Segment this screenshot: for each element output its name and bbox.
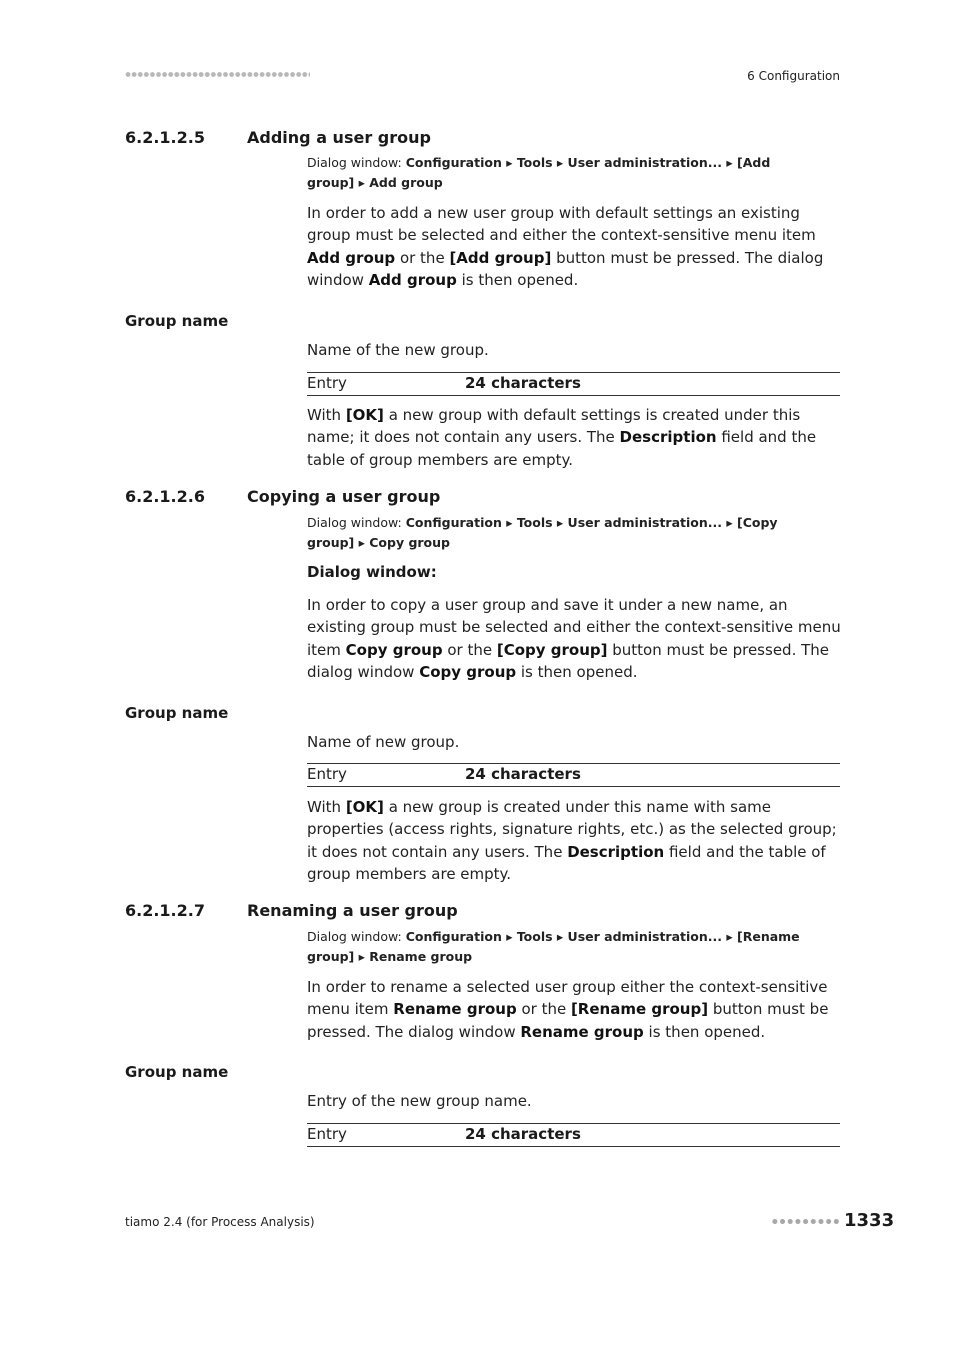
- bold-term: Rename group: [393, 1000, 517, 1019]
- bold-term: Description: [619, 428, 717, 447]
- dialog-path-menu-cont: group] ▸ Rename group: [307, 948, 473, 964]
- dialog-path-menu: Configuration ▸ Tools ▸ User administration... ▸ [Add: [405, 155, 771, 170]
- bold-term: [Add group]: [449, 248, 552, 267]
- dialog-path-menu: Configuration ▸ Tools ▸ User administration... ▸ [Copy: [405, 515, 778, 530]
- footer-product: tiamo 2.4 (for Process Analysis): [125, 1215, 315, 1229]
- field-label: Group name: [125, 1063, 229, 1081]
- intro-paragraph: In order to rename a selected user group either the context-sensitive menu item Rename group or the [Rename group] button must be pressed. The dialog window Rename group is then opened.: [307, 978, 829, 1041]
- section-number: 6.2.1.2.6: [125, 487, 205, 506]
- field-label: Group name: [125, 704, 229, 722]
- entry-value: 24 characters: [465, 765, 581, 783]
- dialog-path: [307, 153, 840, 192]
- entry-table: [307, 763, 840, 787]
- dialog-path-menu-cont: group] ▸ Copy group: [307, 534, 450, 550]
- bold-term: Add group: [307, 248, 396, 267]
- bold-term: [OK]: [345, 798, 384, 816]
- section-number: 6.2.1.2.5: [125, 128, 205, 147]
- bold-term: [Rename group]: [570, 1000, 709, 1019]
- dialog-path: [307, 927, 840, 966]
- dialog-path-menu: Configuration ▸ Tools ▸ User administration... ▸ [Rename: [405, 929, 800, 944]
- bold-term: Copy group: [345, 640, 443, 659]
- entry-table: [307, 1123, 840, 1147]
- entry-value: 24 characters: [465, 1125, 581, 1143]
- field-description: Name of new group.: [307, 733, 460, 751]
- bold-term: Rename group: [520, 1022, 644, 1041]
- field-description: Entry of the new group name.: [307, 1092, 532, 1110]
- field-label: Group name: [125, 312, 229, 330]
- result-paragraph: With [OK] a new group is created under this name with same properties (access rights, signature rights, etc.) as the selected group; it does not contain any users. The Description field and the table of group members are empty.: [307, 798, 837, 884]
- dialog-path: [307, 513, 840, 552]
- subheading: Dialog window:: [307, 563, 437, 581]
- intro-paragraph: In order to copy a user group and save it under a new name, an existing group must be selected and either the context-sensitive menu item Copy group or the [Copy group] button must be pressed. The dialog window Copy group is then opened.: [307, 596, 841, 682]
- dialog-path-prefix: Dialog window:: [307, 515, 406, 530]
- dialog-path-prefix: Dialog window:: [307, 155, 406, 170]
- section-title: Adding a user group: [247, 128, 431, 147]
- field-description: Name of the new group.: [307, 341, 489, 359]
- entry-key: Entry: [307, 1125, 347, 1143]
- page-number: 1333: [844, 1210, 895, 1231]
- entry-value: 24 characters: [465, 374, 581, 392]
- entry-table: [307, 372, 840, 396]
- section-title: Copying a user group: [247, 487, 441, 506]
- entry-key: Entry: [307, 374, 347, 392]
- section-number: 6.2.1.2.7: [125, 901, 205, 920]
- bold-term: [OK]: [345, 406, 384, 424]
- footer-dots-decoration: [771, 1217, 841, 1227]
- result-paragraph: With [OK] a new group with default settings is created under this name; it does not contain any users. The Description field and the table of group members are empty.: [307, 406, 817, 469]
- header-dots-decoration: [125, 70, 310, 80]
- bold-term: [Copy group]: [496, 640, 608, 659]
- running-header-chapter: 6 Configuration: [747, 69, 840, 83]
- entry-key: Entry: [307, 765, 347, 783]
- intro-paragraph: In order to add a new user group with default settings an existing group must be selected and either the context-sensitive menu item Add group or the [Add group] button must be pressed. The dialog window Add group is then opened.: [307, 204, 824, 290]
- bold-term: Description: [567, 842, 665, 861]
- section-title: Renaming a user group: [247, 901, 458, 920]
- bold-term: Copy group: [419, 663, 517, 682]
- dialog-path-menu-cont: group] ▸ Add group: [307, 174, 443, 190]
- bold-term: Add group: [368, 271, 457, 290]
- dialog-path-prefix: Dialog window:: [307, 929, 406, 944]
